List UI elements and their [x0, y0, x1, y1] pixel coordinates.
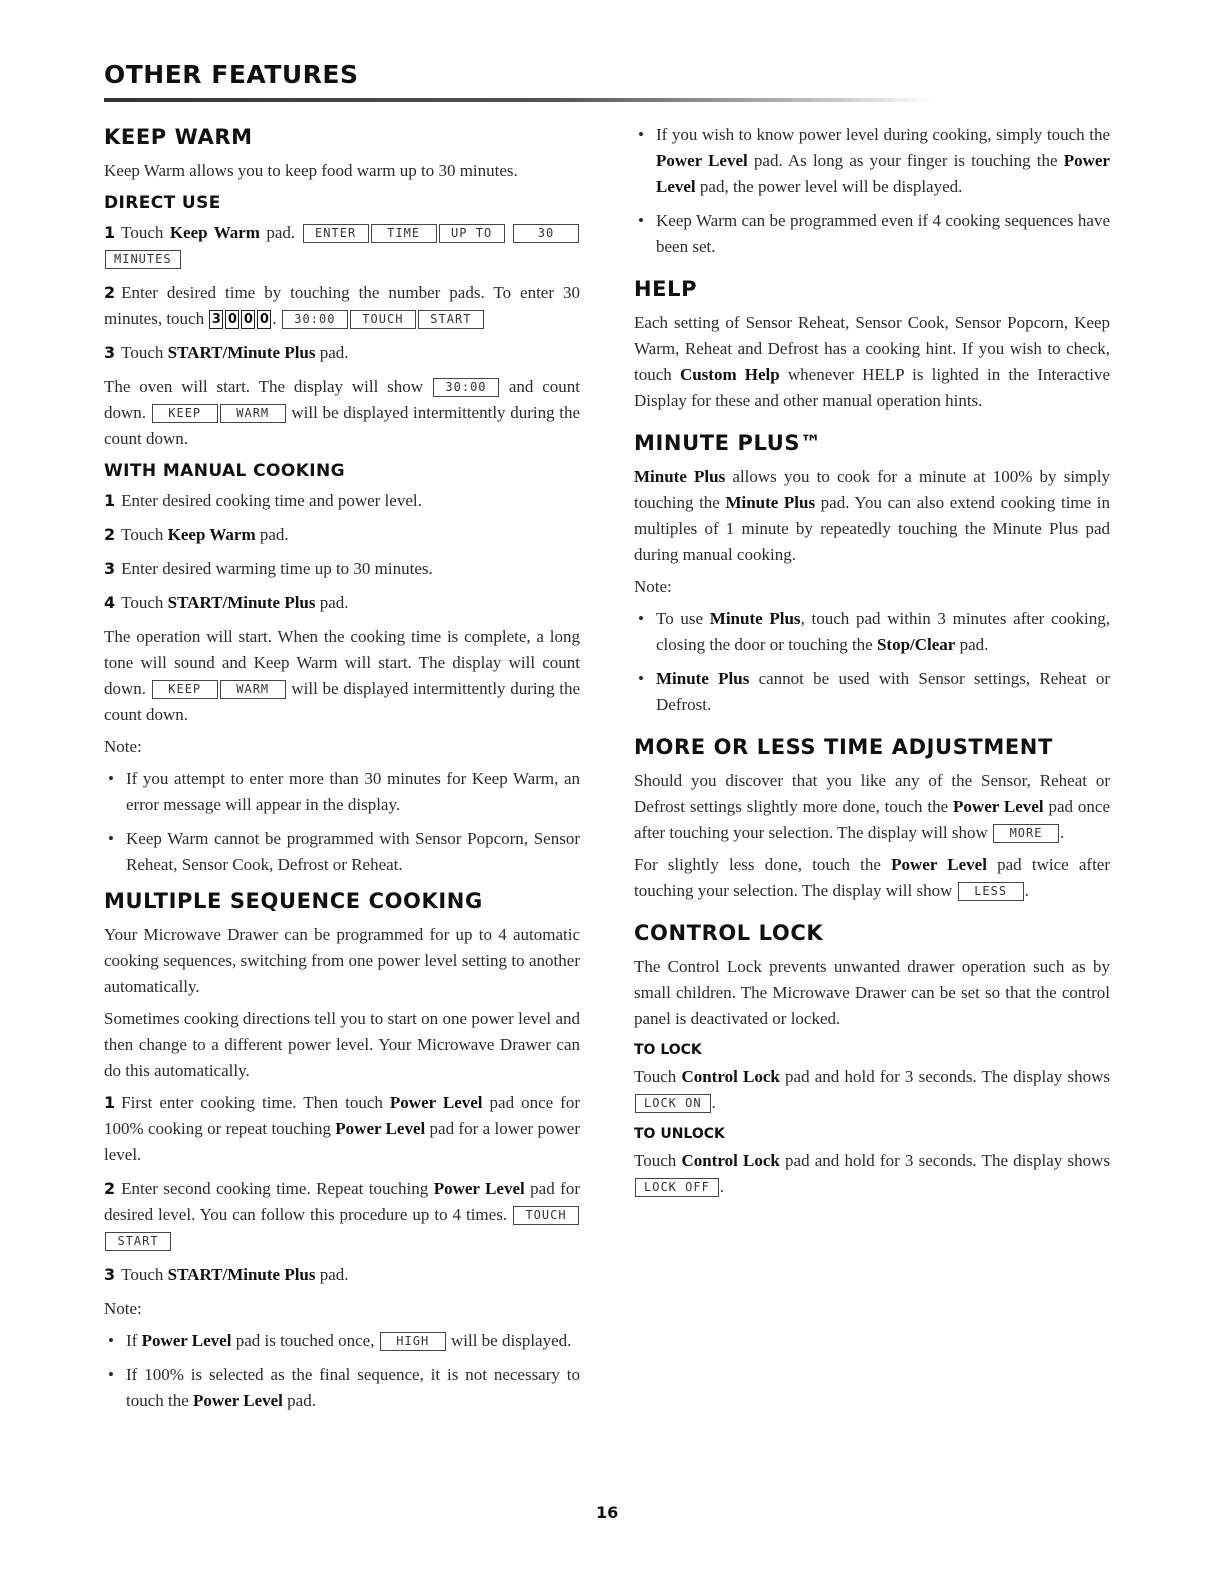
keep-warm-pad-label: Keep Warm [167, 525, 256, 544]
text: , touch pad within 3 minutes after cooking, closing the door or touching the [656, 609, 1111, 654]
text: Each setting of Sensor Reheat, Sensor Cook, Sensor Popcorn, Keep Warm, Reheat and Defrost has a cooking hint. If you wish to check, touch [634, 313, 1110, 384]
step-number: 2 [104, 283, 116, 302]
multiple-paragraph-2: Sometimes cooking directions tell you to start on one power level and then change to a different power level. Your Microwave Drawer can do this automatically. [104, 1009, 580, 1080]
power-level-label: Power Level [335, 1119, 426, 1138]
step-text: Touch [121, 525, 168, 544]
step-text: First enter cooking time. Then touch [121, 1093, 390, 1112]
note-label: Note: [104, 737, 142, 756]
power-level-label: Power Level [656, 151, 1110, 196]
step-text: Touch [121, 593, 168, 612]
help-paragraph [634, 310, 1110, 414]
power-level-notes [634, 122, 1110, 260]
step-text: pad. [315, 1265, 349, 1284]
text: will be displayed intermittently during the count down. [104, 403, 581, 448]
title-rule [104, 98, 934, 102]
control-lock-label: Control Lock [681, 1067, 780, 1086]
text: If you wish to know power level during cooking, simply touch the [656, 125, 1110, 144]
multiple-sequence-heading: MULTIPLE SEQUENCE COOKING [104, 889, 483, 913]
list-item [634, 606, 1110, 658]
lcd-display: TOUCH [350, 310, 416, 329]
minute-plus-label: Minute Plus [725, 493, 816, 512]
lcd-display: START [105, 1232, 171, 1251]
to-unlock-heading: TO UNLOCK [634, 1126, 725, 1142]
list-item [104, 1328, 580, 1354]
text: pad. You can also extend cooking time in multiples of 1 minute by repeatedly touching the Minute Plus pad during manual cooking. [634, 493, 1110, 564]
manual-step-2 [104, 522, 580, 548]
number-key: 0 [225, 310, 239, 329]
step-text: pad for desired level. You can follow this procedure up to 4 times. [104, 1179, 580, 1224]
left-column [104, 122, 580, 1422]
start-pad-label: START/Minute Plus [167, 1265, 316, 1284]
text: If 100% is selected as the final sequence, it is not necessary to touch the [126, 1365, 580, 1410]
text: whenever HELP is lighted in the Interactive Display for these and other manual operation hints. [634, 365, 1110, 410]
multiple-step-3 [104, 1262, 580, 1288]
step-number: 1 [104, 1093, 116, 1112]
direct-use-step-1 [104, 220, 580, 272]
minute-plus-notes [634, 606, 1110, 718]
manual-cooking-heading: WITH MANUAL COOKING [104, 461, 345, 481]
step-text: Touch [121, 1265, 168, 1284]
step-text: Enter desired warming time up to 30 minutes. [121, 559, 433, 578]
minute-plus-label: Minute Plus [656, 669, 750, 688]
text: . [719, 1177, 725, 1196]
text: pad and hold for 3 seconds. The display shows [779, 1067, 1110, 1086]
manual-step-3 [104, 556, 580, 582]
text: will be displayed intermittently during the count down. [104, 679, 581, 724]
step-text: pad once for 100% cooking or repeat touching [104, 1093, 580, 1138]
list-item: • If you attempt to enter more than 30 minutes for Keep Warm, an error message will appear in the display. [104, 766, 580, 818]
list-item [634, 122, 1110, 200]
lcd-display: 30:00 [282, 310, 348, 329]
note-label: Note: [104, 1299, 142, 1318]
lcd-display: 30:00 [433, 378, 499, 397]
step-text: pad for a lower power level. [104, 1119, 580, 1164]
keep-warm-pad-label: Keep Warm [169, 223, 260, 242]
minute-plus-paragraph [634, 464, 1110, 568]
text: will be displayed. [450, 1331, 572, 1350]
custom-help-label: Custom Help [679, 365, 780, 384]
minute-plus-heading: MINUTE PLUS™ [634, 431, 822, 455]
manual-step-4 [104, 590, 580, 616]
manual-notes [104, 766, 580, 878]
direct-use-step-3 [104, 340, 580, 366]
text: . [711, 1093, 716, 1112]
direct-use-step-2: 2 Enter desired time by touching the number pads. To enter 30 minutes, touch 3 0 0 0 . 30:00 TOUCH START [104, 283, 580, 328]
lcd-display: WARM [220, 680, 286, 699]
number-key: 0 [241, 310, 255, 329]
to-unlock-paragraph [634, 1148, 1110, 1200]
power-level-label: Power Level [953, 797, 1044, 816]
power-level-label: Power Level [433, 1179, 525, 1198]
to-lock-paragraph [634, 1064, 1110, 1116]
control-lock-label: Control Lock [681, 1151, 780, 1170]
list-item: • Keep Warm cannot be programmed with Sensor Popcorn, Sensor Reheat, Sensor Cook, Defrost or Reheat. [104, 826, 580, 878]
step-text: pad. [259, 223, 296, 242]
multiple-paragraph-1: Your Microwave Drawer can be programmed for up to 4 automatic cooking sequences, switching from one power level setting to another automatically. [104, 925, 580, 996]
lcd-display: UP TO [439, 224, 505, 243]
number-key: 0 [257, 310, 271, 329]
lcd-display: LOCK OFF [635, 1178, 719, 1197]
page-title: OTHER FEATURES [104, 60, 359, 89]
text: Touch [634, 1151, 682, 1170]
number-key: 3 [209, 310, 223, 329]
more-less-heading: MORE OR LESS TIME ADJUSTMENT [634, 735, 1053, 759]
step-text: pad. [315, 593, 349, 612]
keep-warm-intro: Keep Warm allows you to keep food warm up to 30 minutes. [104, 161, 518, 180]
text: pad once after touching your selection. The display will show [634, 797, 1111, 842]
lcd-display: KEEP [152, 680, 218, 699]
lcd-display: ENTER [303, 224, 369, 243]
text: . [1060, 823, 1065, 842]
text: Touch [634, 1067, 682, 1086]
note-label: Note: [634, 577, 672, 596]
text: pad. [282, 1391, 316, 1410]
list-item [104, 1362, 580, 1414]
text: pad, the power level will be displayed. [695, 177, 963, 196]
text: allows you to cook for a minute at 100% by simply touching the [634, 467, 1111, 512]
more-less-paragraph-2 [634, 852, 1110, 904]
lcd-display: TIME [371, 224, 437, 243]
lcd-display: LOCK ON [635, 1094, 711, 1113]
more-less-paragraph-1 [634, 768, 1110, 846]
power-level-label: Power Level [193, 1391, 283, 1410]
to-lock-heading: TO LOCK [634, 1042, 702, 1058]
power-level-label: Power Level [656, 151, 748, 170]
power-level-label: Power Level [141, 1331, 232, 1350]
text: . [1024, 881, 1029, 900]
control-lock-heading: CONTROL LOCK [634, 921, 824, 945]
lcd-display: KEEP [152, 404, 218, 423]
multiple-notes [104, 1328, 580, 1414]
step-text: Enter desired cooking time and power level. [121, 491, 422, 510]
step-text: Enter desired time by touching the number pads. To enter 30 minutes, touch [104, 283, 580, 328]
list-item: • Keep Warm can be programmed even if 4 cooking sequences have been set. [634, 208, 1110, 260]
step-number: 3 [104, 1265, 116, 1284]
manual-step-1 [104, 488, 580, 514]
step-text: Touch [121, 223, 170, 242]
lcd-display: MORE [993, 824, 1059, 843]
minute-plus-label: Minute Plus [709, 609, 801, 628]
text: pad is touched once, [231, 1331, 375, 1350]
lcd-display: MINUTES [105, 250, 181, 269]
lcd-display: WARM [220, 404, 286, 423]
text: pad twice after touching your selection. The display will show [634, 855, 1110, 900]
text: pad. [955, 635, 989, 654]
minute-plus-label: Minute Plus [634, 467, 726, 486]
lcd-display: START [418, 310, 484, 329]
text: The oven will start. The display will show [104, 377, 424, 396]
stop-clear-label: Stop/Clear [876, 635, 956, 654]
text: pad. As long as your finger is touching the [747, 151, 1064, 170]
text: If [126, 1331, 142, 1350]
direct-use-paragraph [104, 374, 580, 452]
text: and count down. [104, 377, 581, 422]
multiple-step-1 [104, 1090, 580, 1168]
text: Should you discover that you like any of the Sensor, Reheat or Defrost settings slightly more done, touch the [634, 771, 1110, 816]
start-pad-label: START/Minute Plus [167, 593, 316, 612]
step-number: 2 [104, 525, 116, 544]
step-number: 1 [104, 223, 116, 242]
text: To use [656, 609, 710, 628]
text: For slightly less done, touch the [634, 855, 892, 874]
page-number: 16 [596, 1503, 619, 1522]
step-number: 3 [104, 559, 116, 578]
lcd-display: 30 [513, 224, 579, 243]
step-text: pad. [315, 343, 349, 362]
lcd-display: HIGH [380, 1332, 446, 1351]
start-pad-label: START/Minute Plus [167, 343, 316, 362]
power-level-label: Power Level [891, 855, 987, 874]
manual-paragraph [104, 624, 580, 728]
help-heading: HELP [634, 277, 698, 301]
step-text: pad. [255, 525, 289, 544]
step-text: Enter second cooking time. Repeat touching [121, 1179, 434, 1198]
step-text: Touch [121, 343, 168, 362]
keep-warm-heading: KEEP WARM [104, 125, 253, 149]
lcd-display: LESS [958, 882, 1024, 901]
text: cannot be used with Sensor settings, Reheat or Defrost. [656, 669, 1111, 714]
direct-use-heading: DIRECT USE [104, 193, 221, 213]
power-level-label: Power Level [389, 1093, 483, 1112]
right-column [634, 122, 1110, 1206]
multiple-step-2 [104, 1176, 580, 1254]
control-lock-paragraph: The Control Lock prevents unwanted drawer operation such as by small children. The Microwave Drawer can be set so that the control panel is deactivated or locked. [634, 957, 1110, 1028]
step-number: 2 [104, 1179, 116, 1198]
step-number: 3 [104, 343, 116, 362]
list-item [634, 666, 1110, 718]
step-number: 4 [104, 593, 116, 612]
text: The operation will start. When the cooking time is complete, a long tone will sound and Keep Warm will start. The display will count down. [104, 627, 580, 698]
lcd-display: TOUCH [513, 1206, 579, 1225]
step-number: 1 [104, 491, 116, 510]
text: pad and hold for 3 seconds. The display shows [779, 1151, 1110, 1170]
